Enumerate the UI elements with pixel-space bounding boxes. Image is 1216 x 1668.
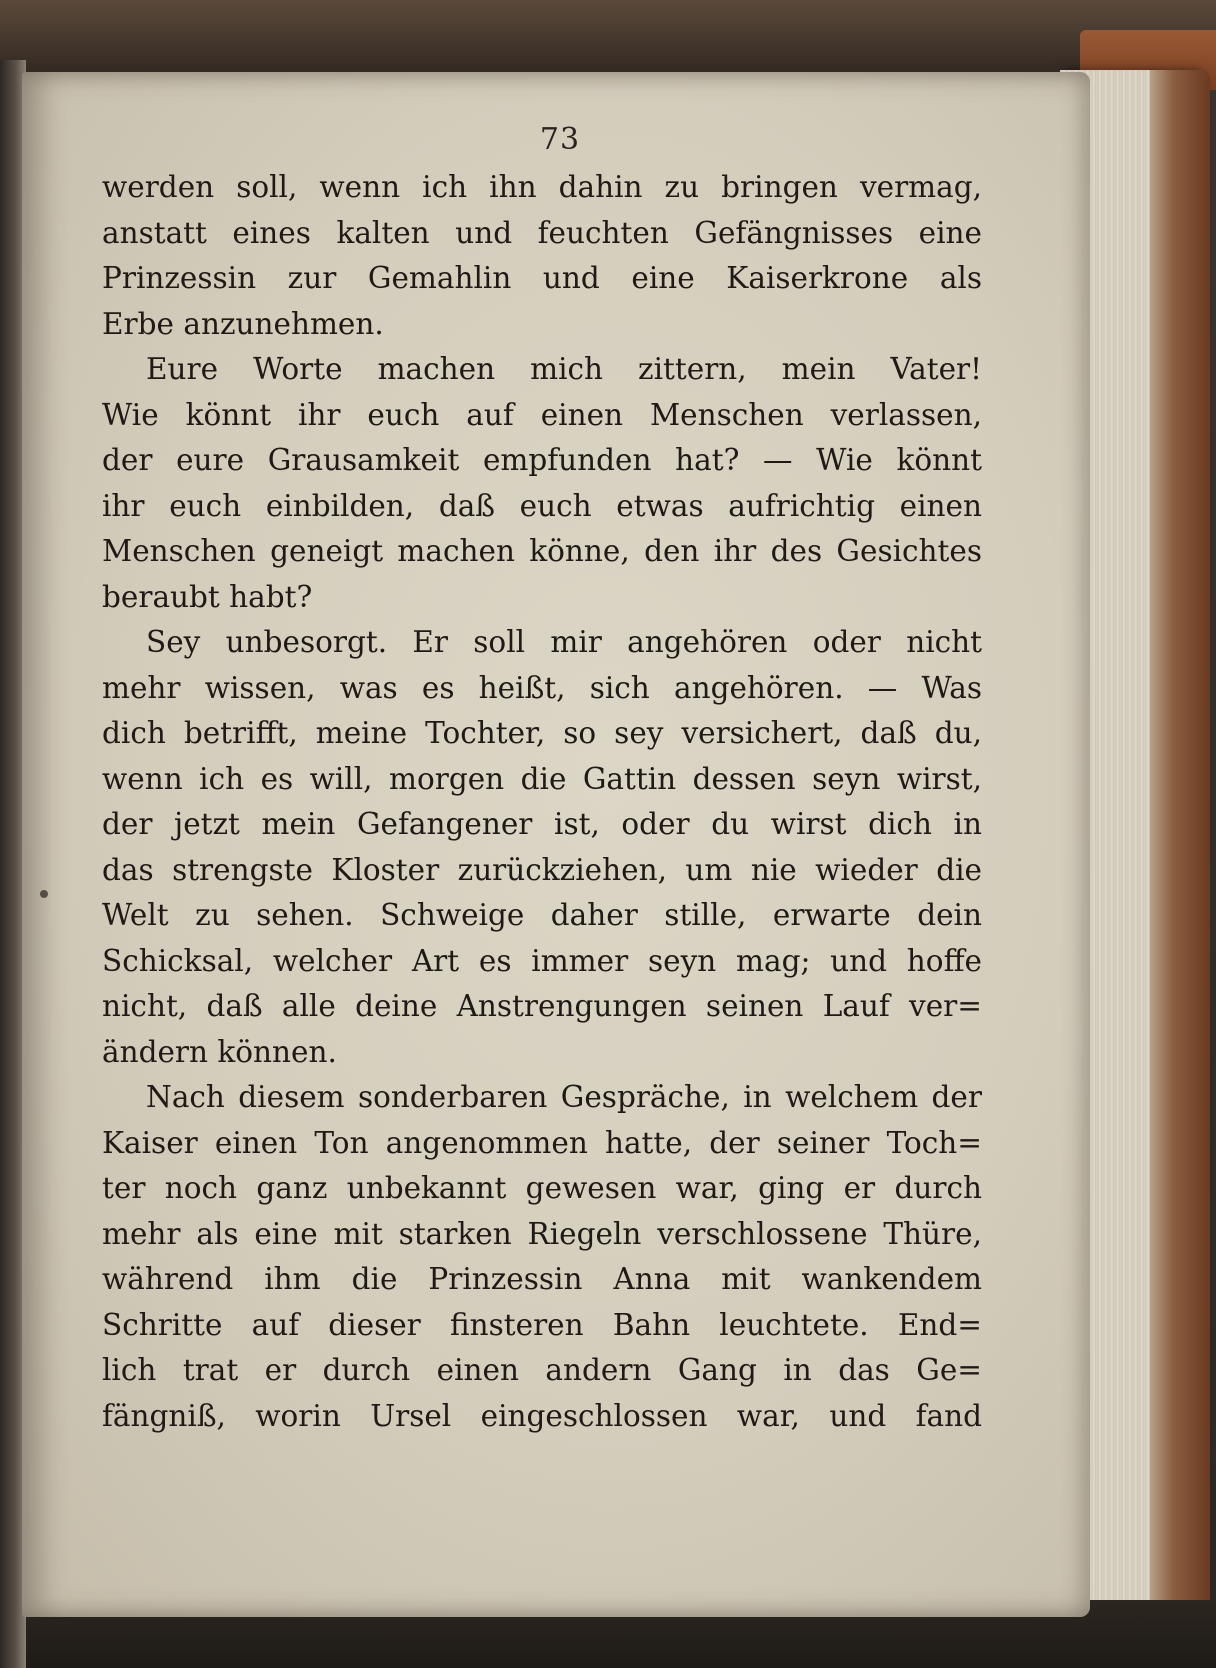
text-line: Kaiser einen Ton angenommen hatte, der seiner Toch= [102, 1125, 982, 1160]
text-line: Wie könnt ihr euch auf einen Menschen verlassen, [102, 397, 982, 432]
text-line: Nach diesem sonderbaren Gespräche, in welchem der [146, 1080, 982, 1114]
text-line: Schicksal, welcher Art es immer seyn mag; und hoffe [102, 943, 982, 978]
text-line: Menschen geneigt machen könne, den ihr des Gesichtes [102, 534, 982, 568]
text-line: dich betrifft, meine Tochter, so sey versichert, daß du, [102, 716, 982, 750]
text-line: fängniß, worin Ursel eingeschlossen war, und fand [102, 1398, 982, 1433]
text-line: Schritte auf dieser finsteren Bahn leuchtete. End= [102, 1307, 982, 1342]
text-line: nicht, daß alle deine Anstrengungen seinen Lauf ver= [102, 989, 982, 1023]
text-line: Eure Worte machen mich zittern, mein Vater! [146, 352, 982, 386]
paragraph-1 [102, 165, 982, 347]
text-line: ter noch ganz unbekannt gewesen war, ging er durch [102, 1171, 982, 1205]
text-line: ändern können. [102, 1034, 337, 1069]
text-line: Welt zu sehen. Schweige daher stille, erwarte dein [102, 898, 982, 932]
text-line: mehr wissen, was es heißt, sich angehören. — Was [102, 670, 982, 705]
text-line: der jetzt mein Gefangener ist, oder du wirst dich in [102, 807, 982, 841]
text-line: ihr euch einbilden, daß euch etwas aufrichtig einen [102, 488, 982, 523]
text-line: mehr als eine mit starken Riegeln verschlossene Thüre, [102, 1216, 982, 1251]
text-line: während ihm die Prinzessin Anna mit wankendem [102, 1262, 982, 1296]
page-edges-red [1150, 70, 1210, 1620]
text-line: das strengste Kloster zurückziehen, um nie wieder die [102, 852, 982, 887]
text-line: lich trat er durch einen andern Gang in das Ge= [102, 1353, 982, 1387]
text-line: werden soll, wenn ich ihn dahin zu bringen vermag, [102, 170, 982, 204]
paragraph-2 [102, 347, 982, 620]
paragraph-3 [102, 620, 982, 1075]
page-text [102, 165, 982, 1439]
text-line: Erbe anzunehmen. [102, 306, 384, 341]
text-line: beraubt habt? [102, 579, 313, 614]
text-line: der eure Grausamkeit empfunden hat? — Wie könnt [102, 443, 982, 477]
paragraph-4 [102, 1075, 982, 1439]
text-line: Sey unbesorgt. Er soll mir angehören oder nicht [146, 625, 982, 659]
text-line: wenn ich es will, morgen die Gattin dessen seyn wirst, [102, 761, 982, 796]
text-line: anstatt eines kalten und feuchten Gefängnisses eine [102, 215, 982, 250]
text-line: Prinzessin zur Gemahlin und eine Kaiserkrone als [102, 261, 982, 295]
ink-speck [40, 890, 48, 898]
page-number: 73 [539, 122, 581, 157]
